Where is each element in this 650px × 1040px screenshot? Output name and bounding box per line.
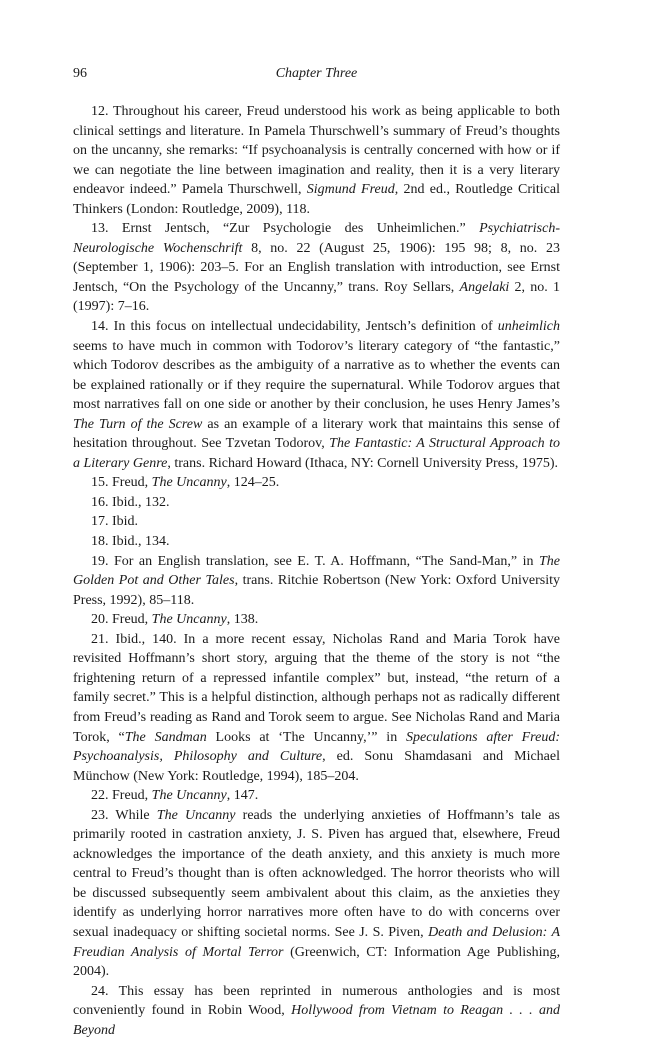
- endnote-text: reads the underlying anxieties of Hoffmann’s tale as primarily rooted in castration anxiety, J. S. Piven has argued that, elsewhere, Freud acknowledges the importance of the death anxiety, and this anxiety is much more central to Freud’s thought than is often acknowledged. The horror theorists who will be discussed subsequently seem ambivalent about this claim, as the anxieties they identify as underlying horror narratives more often have to do with concerns over sexual inadequacy or shifting societal norms. See J. S. Piven,: [73, 807, 560, 940]
- endnote: [73, 610, 560, 630]
- endnote: [73, 786, 560, 806]
- italic-title: Death and Delusion: A Freudian Analysis of Mortal Terror: [73, 924, 560, 960]
- endnote-number: 13.: [91, 221, 109, 237]
- endnote-number: 22.: [91, 788, 109, 804]
- endnote: [73, 102, 560, 219]
- endnote-text: Ernst Jentsch, “Zur Psychologie des Unheimlichen.”: [121, 221, 480, 237]
- page-header: [73, 66, 560, 88]
- italic-title: Angelaki: [459, 279, 510, 295]
- endnote-text: , 124–25.: [226, 475, 280, 491]
- endnote: [73, 317, 560, 473]
- italic-title: The Uncanny: [151, 475, 227, 491]
- endnote-text: While: [115, 807, 157, 823]
- endnote-text: Freud,: [112, 612, 152, 628]
- italic-title: Psychiatrisch-Neurologische Wochenschrift: [73, 221, 560, 256]
- endnote-number: 12.: [91, 104, 109, 119]
- endnote-text: This essay has been reprinted in numerous anthologies and is most conveniently found in Robin Wood,: [73, 983, 561, 1019]
- endnote: [73, 219, 560, 317]
- running-head: Chapter Three: [275, 66, 358, 81]
- endnote-text: , 2nd ed., Routledge Critical Thinkers (London: Routledge, 2009), 118.: [73, 182, 560, 217]
- endnote-number: 17.: [91, 514, 109, 530]
- endnote-text: Looks at ‘The Uncanny,’” in: [206, 729, 407, 745]
- endnote-number: 19.: [91, 553, 109, 569]
- italic-title: The Uncanny: [156, 807, 236, 823]
- endnote-text: Ibid., 132.: [112, 494, 170, 510]
- endnote: [73, 630, 560, 786]
- italic-title: The Turn of the Screw: [73, 416, 203, 432]
- endnote: [73, 512, 560, 532]
- endnote-number: 16.: [91, 494, 109, 510]
- endnote-text: 8, no. 22 (August 25, 1906): 195 98; 8, no. 23 (September 1, 1906): 203–5. For an English translation with introduction, see Ernst Jentsch, “On the Psychology of the Uncanny,” trans. Roy Sellars,: [73, 240, 560, 295]
- endnote-text: Ibid., 134.: [112, 534, 170, 550]
- endnote-text: In this focus on intellectual undecidability, Jentsch’s definition of: [113, 319, 498, 335]
- endnotes-list: [73, 102, 560, 1040]
- endnote-text: , trans. Richard Howard (Ithaca, NY: Cornell University Press, 1975).: [167, 455, 558, 471]
- endnote: [73, 982, 560, 1040]
- endnote-text: seems to have much in common with Todorov’s literary category of “the fantastic,” which Todorov describes as the ambiguity of a narrative as to whether the events can be explained rationally or if they require the supernatural. While Todorov argues that most narratives fall on one side or another by their conclusion, he uses Henry James’s: [73, 338, 560, 413]
- endnote-text: as an example of a literary work that maintains this sense of hesitation throughout. See Tzvetan Todorov,: [73, 416, 560, 452]
- page-number: 96: [73, 66, 87, 81]
- italic-title: unheimlich: [497, 319, 560, 335]
- italic-title: The Fantastic: A Structural Approach to a Literary Genre: [73, 436, 561, 471]
- endnote-number: 18.: [91, 534, 109, 550]
- endnote-text: , trans. Ritchie Robertson (New York: Oxford University Press, 1992), 85–118.: [73, 573, 561, 608]
- endnote-text: , ed. Sonu Shamdasani and Michael Münchow (New York: Routledge, 1994), 185–204.: [73, 749, 560, 784]
- endnote-number: 21.: [91, 631, 109, 647]
- book-page: [73, 66, 560, 1040]
- endnote-number: 24.: [91, 983, 109, 999]
- italic-title: Speculations after Freud: Psychoanalysis, Philosophy and Culture: [73, 729, 560, 765]
- endnote-text: Ibid., 140. In a more recent essay, Nicholas Rand and Maria Torok have revisited Hoffmann’s short story, arguing that the theme of the story is not “the frightening return of a repressed infantile complex” but, instead, “the return of a family secret.” This is a helpful distinction, although perhaps not as radically different from Freud’s reading as Rand and Torok seem to argue. See Nicholas Rand and Maria Torok, “: [73, 631, 561, 745]
- endnote-text: Ibid.: [112, 514, 139, 530]
- endnote-text: , 147.: [226, 788, 259, 804]
- endnote-number: 23.: [91, 807, 109, 823]
- endnote: [73, 493, 560, 513]
- italic-title: Hollywood from Vietnam to Reagan . . . and Beyond: [73, 1003, 560, 1038]
- endnote-text: , 138.: [226, 612, 259, 628]
- endnote-text: 2, no. 1 (1997): 7–16.: [73, 279, 561, 315]
- italic-title: Sigmund Freud: [306, 182, 395, 198]
- endnote-text: Freud,: [112, 788, 152, 804]
- endnote-text: Throughout his career, Freud understood his work as being applicable to both clinical settings and literature. In Pamela Thurschwell’s summary of Freud’s thoughts on the uncanny, she remarks: “If psychoanalysis is centrally concerned with how or if we can negotiate the line between imagination and reality, then it is a very literary endeavor indeed.” Pamela Thurschwell,: [73, 104, 561, 198]
- endnote: [73, 552, 560, 611]
- endnote-text: Freud,: [112, 475, 152, 491]
- endnote: [73, 473, 560, 493]
- endnote: [73, 806, 560, 982]
- endnote-text: For an English translation, see E. T. A. Hoffmann, “The Sand-Man,” in: [113, 553, 539, 569]
- endnote: [73, 532, 560, 552]
- italic-title: The Uncanny: [151, 788, 227, 804]
- endnote-number: 14.: [91, 319, 109, 335]
- italic-title: The Golden Pot and Other Tales: [73, 553, 560, 589]
- italic-title: The Uncanny: [151, 612, 227, 628]
- endnote-number: 20.: [91, 612, 109, 628]
- italic-title: The Sandman: [124, 729, 207, 745]
- endnote-text: (Greenwich, CT: Information Age Publishing, 2004).: [73, 944, 561, 980]
- endnote-number: 15.: [91, 475, 109, 491]
